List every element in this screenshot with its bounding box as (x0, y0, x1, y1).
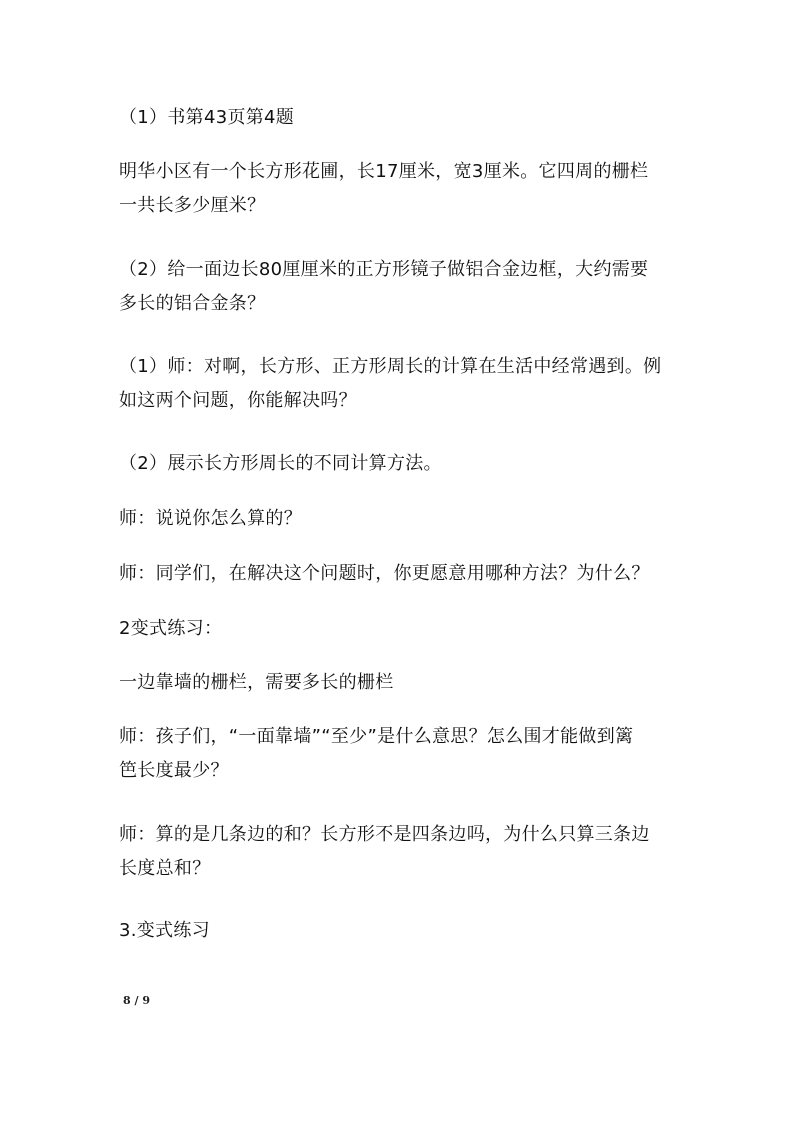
text-line: （1）师：对啊，长方形、正方形周长的计算在生活中经常遇到。例 (119, 356, 662, 377)
paragraph-teacher-question-1 (119, 502, 689, 536)
paragraph-textbook-reference (119, 101, 689, 135)
paragraph-show-methods (119, 447, 689, 481)
paragraph-mirror-frame-problem (119, 253, 689, 321)
text-line: 3.变式练习 (119, 920, 210, 941)
text-line: 师：算的是几条边的和？长方形不是四条边吗，为什么只算三条边 (119, 824, 650, 845)
paragraph-wall-fence (119, 666, 689, 700)
text-line: 2变式练习： (119, 618, 223, 639)
text-line: 师：说说你怎么算的？ (119, 508, 302, 529)
paragraph-teacher-intro (119, 350, 689, 418)
page-number: 8 / 9 (123, 994, 150, 1007)
text-line: 笆长度最少？ (119, 760, 229, 781)
text-line: （2）给一面边长80厘厘米的正方形镜子做铝合金边框，大约需要 (119, 259, 649, 280)
text-line: （2）展示长方形周长的不同计算方法。 (119, 453, 442, 474)
text-line: 长度总和？ (119, 858, 211, 879)
text-line: 多长的铝合金条？ (119, 293, 266, 314)
text-line: 一边靠墙的栅栏，需要多长的栅栏 (119, 672, 394, 693)
text-line: 师：同学们，在解决这个问题时，你更愿意用哪种方法？为什么？ (119, 563, 650, 584)
heading-variant-exercise-2 (119, 612, 689, 646)
text-line: 师：孩子们，“一面靠墙”“至少”是什么意思？怎么围才能做到篱 (119, 726, 634, 747)
paragraph-teacher-question-3 (119, 720, 689, 788)
paragraph-teacher-question-2 (119, 557, 689, 591)
paragraph-teacher-question-4 (119, 818, 689, 886)
text-line: 明华小区有一个长方形花圃，长17厘米，宽3厘米。它四周的栅栏 (119, 161, 649, 182)
text-line: 如这两个问题，你能解决吗？ (119, 390, 357, 411)
heading-variant-exercise-3 (119, 914, 689, 948)
text-line: 一共长多少厘米？ (119, 195, 266, 216)
paragraph-flower-bed-problem (119, 155, 689, 223)
text-line: （1）书第43页第4题 (119, 107, 295, 128)
